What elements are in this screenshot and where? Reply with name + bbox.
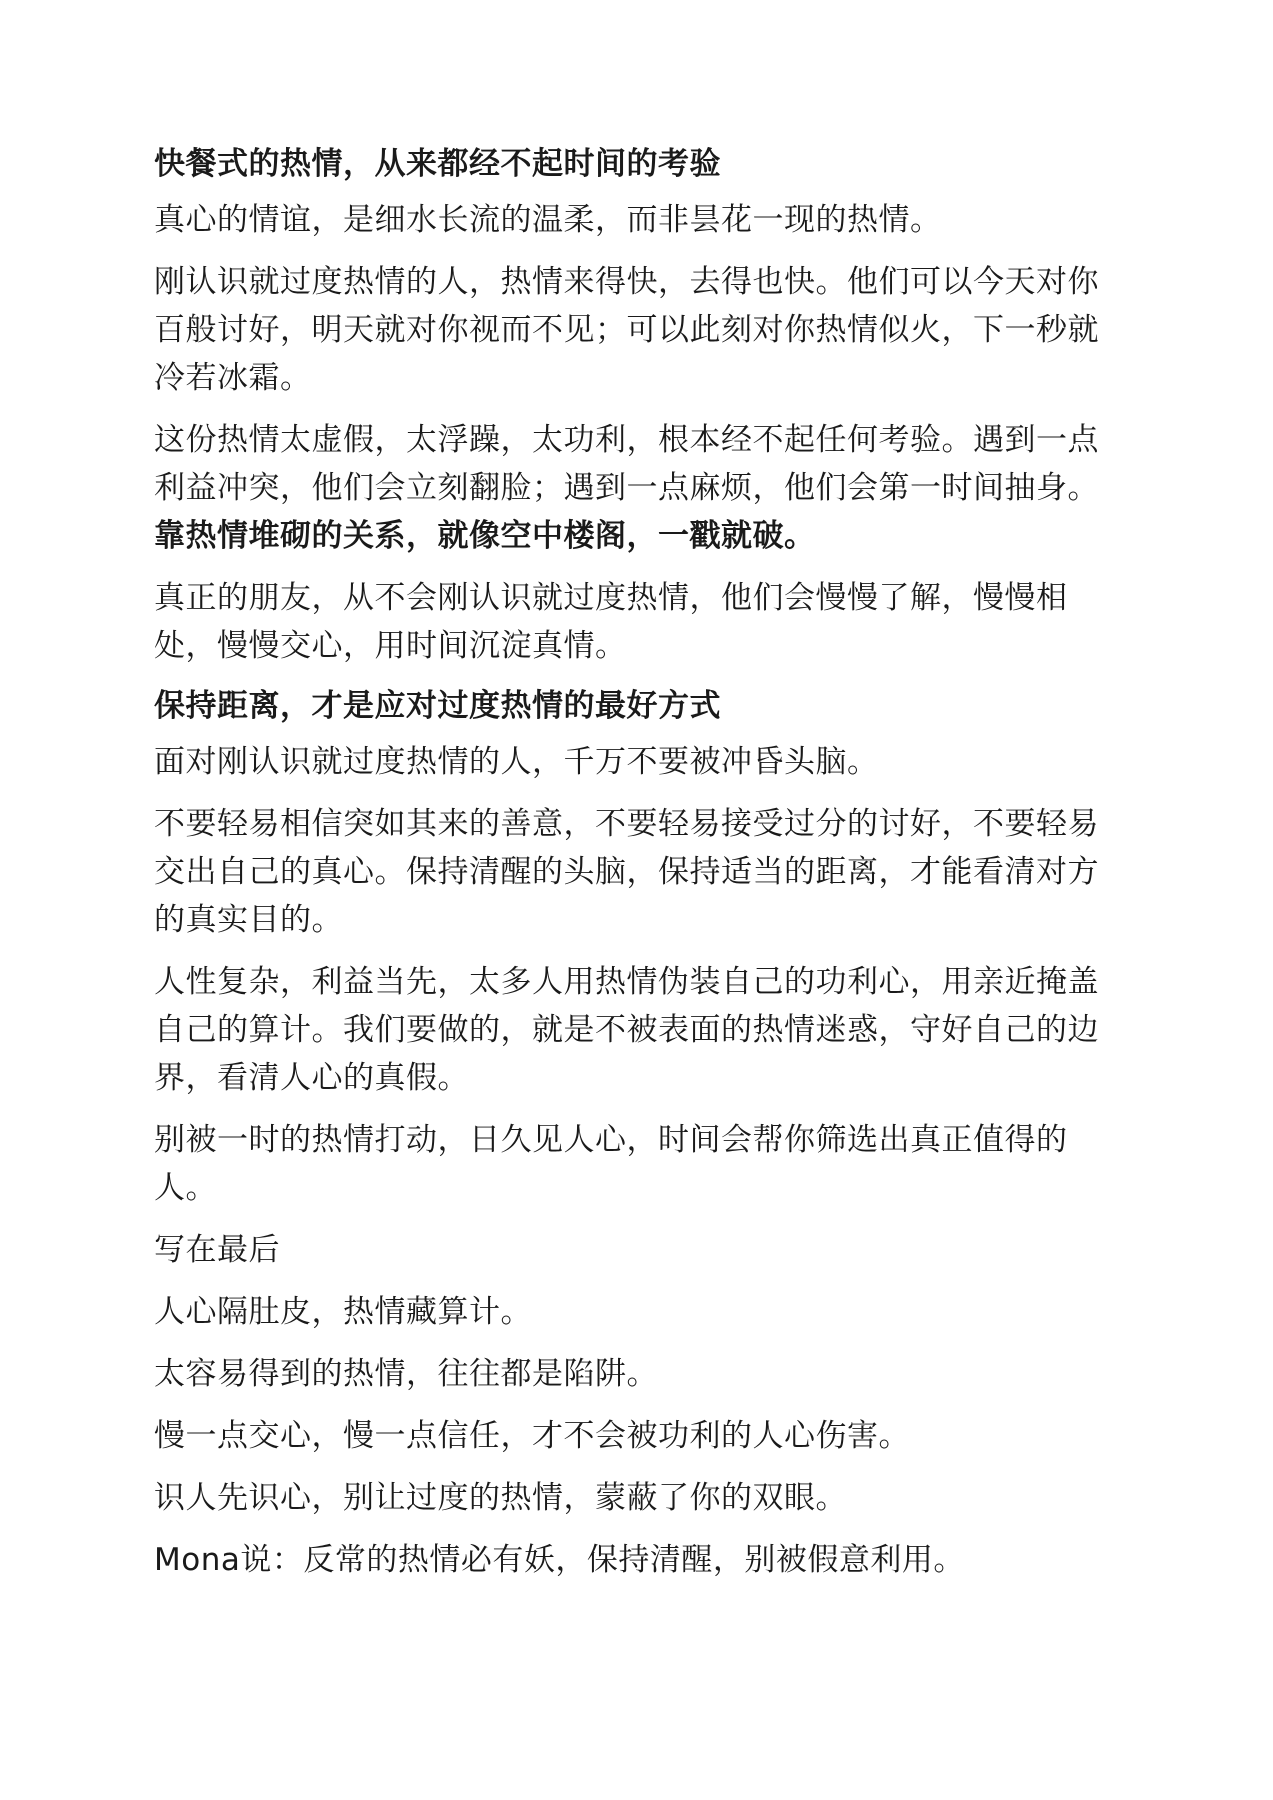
section-heading-2: 保持距离，才是应对过度热情的最好方式 [154, 688, 721, 724]
paragraph-8: 别被一时的热情打动，日久见人心，时间会帮你筛选出真正值得的人。 [154, 1122, 1068, 1206]
paragraph-1: 真心的情谊，是细水长流的温柔，而非昙花一现的热情。 [154, 202, 942, 238]
paragraph-5: 面对刚认识就过度热情的人，千万不要被冲昏头脑。 [154, 744, 879, 780]
paragraph-3-emphasis: 靠热情堆砌的关系，就像空中楼阁，一戳就破。 [154, 518, 816, 554]
paragraph-2: 刚认识就过度热情的人，热情来得快，去得也快。他们可以今天对你百般讨好，明天就对你视而不见；可以此刻对你热情似火，下一秒就冷若冰霜。 [154, 264, 1099, 396]
paragraph-signature: Mona说：反常的热情必有妖，保持清醒，别被假意利用。 [154, 1542, 965, 1578]
paragraph-6: 不要轻易相信突如其来的善意，不要轻易接受过分的讨好，不要轻易交出自己的真心。保持清醒的头脑，保持适当的距离，才能看清对方的真实目的。 [154, 806, 1099, 938]
paragraph-3-text: 这份热情太虚假，太浮躁，太功利，根本经不起任何考验。遇到一点利益冲突，他们会立刻翻脸；遇到一点麻烦，他们会第一时间抽身。 [154, 422, 1099, 506]
paragraph-closing-title: 写在最后 [154, 1232, 280, 1268]
paragraph-7: 人性复杂，利益当先，太多人用热情伪装自己的功利心，用亲近掩盖自己的算计。我们要做的，就是不被表面的热情迷惑，守好自己的边界，看清人心的真假。 [154, 964, 1099, 1096]
paragraph-11: 太容易得到的热情，往往都是陷阱。 [154, 1356, 658, 1392]
paragraph-3 [154, 416, 1124, 560]
section-heading-1: 快餐式的热情，从来都经不起时间的考验 [154, 146, 721, 182]
paragraph-13: 识人先识心，别让过度的热情，蒙蔽了你的双眼。 [154, 1480, 847, 1516]
paragraph-12: 慢一点交心，慢一点信任，才不会被功利的人心伤害。 [154, 1418, 910, 1454]
article-body [154, 140, 1124, 1598]
paragraph-4: 真正的朋友，从不会刚认识就过度热情，他们会慢慢了解，慢慢相处，慢慢交心，用时间沉淀真情。 [154, 580, 1068, 664]
paragraph-10: 人心隔肚皮，热情藏算计。 [154, 1294, 532, 1330]
